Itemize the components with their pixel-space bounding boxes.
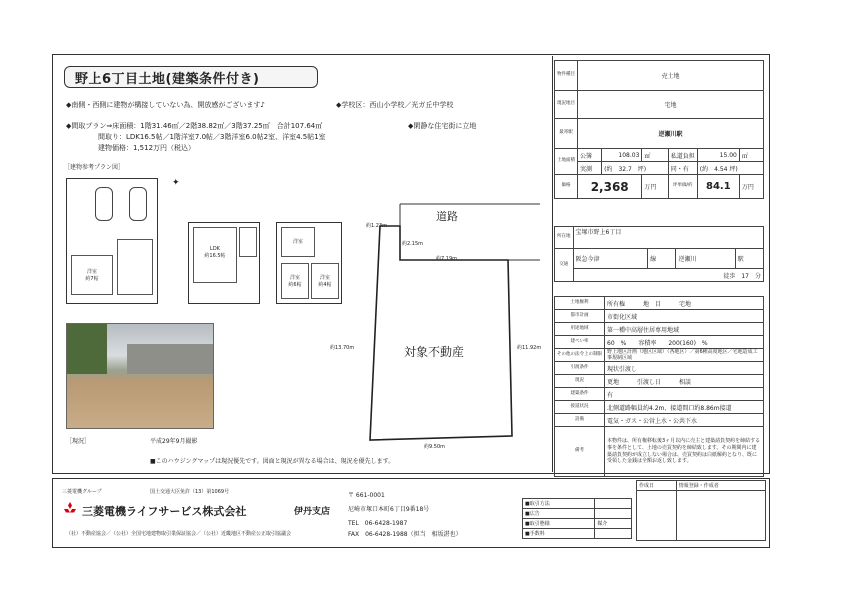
road-value: 15.00	[697, 149, 739, 162]
row-key-6: 現況	[555, 375, 605, 388]
author-label: 情報登録・作成者	[676, 481, 765, 491]
floorplan-2f	[188, 222, 260, 304]
dim-3: 約7.19m	[436, 256, 458, 262]
footer-license: 国土交通大臣免許（13）第1069号	[150, 489, 230, 495]
bullet-quiet: ◆閑静な住宅街に立地	[408, 122, 477, 130]
row-key-1: 都市計画	[555, 310, 605, 323]
bullet-school: ◆学校区：西山小学校／光ガ丘中学校	[336, 101, 454, 109]
row-key-8: 接道状況	[555, 401, 605, 414]
tsubo-price: 84.1	[697, 175, 739, 199]
dim-5: 約11.92m	[517, 345, 542, 351]
label-land-area: 土地面積	[555, 149, 578, 175]
site-photo	[66, 323, 214, 429]
row-val-3: 60 % 容積率 200(160) %	[605, 336, 764, 349]
dim-4: 約13.70m	[330, 345, 355, 351]
dim-1: 約1.23m	[366, 223, 388, 229]
area-label: 公簿	[578, 149, 602, 162]
label-address: 所在地	[555, 227, 574, 249]
station-name: 逆瀬川駅	[578, 119, 764, 149]
row-val-4: 野上地区計画（地区区域）（各地区）／第6種高度地区／宅地造成工事規制区域	[605, 349, 764, 362]
plot-label: 対象不動産	[404, 345, 465, 359]
area-unit: ㎡	[642, 149, 668, 162]
property-title: 野上6丁目土地(建築条件付き)	[64, 66, 318, 88]
floorplan-3f	[276, 222, 342, 304]
photo-date: 平成29年9月撮影	[150, 438, 198, 445]
area-tsubo: (約 32.7 坪)	[602, 162, 669, 175]
line: 阪急今津	[573, 249, 648, 269]
footer-assoc: （社）不動産協会／（公社）全国宅地建物取引業保証協会／（公社）近畿地区不動産公正取引協議会	[66, 531, 292, 537]
road-unit: ㎡	[739, 149, 763, 162]
line-unit: 線	[648, 249, 676, 269]
room-3f-western-c: 洋室 約4帖	[311, 263, 339, 299]
floorplan-1f	[66, 178, 158, 304]
tsubo-price-unit: 万円	[739, 175, 763, 199]
label-category: 現況地目	[555, 91, 578, 119]
ad-label: ■広告	[523, 509, 595, 519]
remarks: 本物件は、所有権移転後3ヶ月以内に売主と建築請負契約を締結する事を条件として、土地の売買契約を締結致します。その期間内に建築請負契約が成立しない場合は、売買契約は白紙解約となり、既に受領した金銭は全額お返し致します。	[605, 427, 764, 477]
trade-mode-label: ■取引態様	[523, 519, 595, 529]
row-key-4: その他の法令上の制限	[555, 349, 605, 362]
footer-address: 尼崎市塚口本町6丁目9番18号	[348, 506, 430, 513]
bullet-plan-price: 建物価格：1,512万円（税込）	[98, 144, 196, 152]
price-label: 価格	[555, 175, 578, 199]
footer-postal: 〒 661-0001	[348, 492, 385, 499]
row-val-1: 市街化区域	[605, 310, 764, 323]
wall	[127, 344, 214, 374]
photo-caption: ［現況］	[66, 438, 91, 445]
floorplan-caption: ［建物参考プラン図］	[64, 164, 125, 171]
trade-method-label: ■取引方法	[523, 499, 595, 509]
row-val-9: 電気・ガス・公営上水・公共下水	[605, 414, 764, 427]
remarks-label: 備考	[555, 427, 605, 477]
row-key-7: 建築条件	[555, 388, 605, 401]
dim-6: 約9.50m	[424, 444, 446, 450]
label-transport: 交通	[555, 249, 574, 282]
row-val-7: 有	[605, 388, 764, 401]
row-key-2: 用途地域	[555, 323, 605, 336]
bullet-plan-layout: 間取り：LDK16.5帖／1階洋室7.0帖／3階洋室6.0帖2室、洋室4.5帖1室	[98, 133, 326, 141]
row-key-0: 土地権利	[555, 297, 605, 310]
bullet-plan: ◆間取プラン⇒床面積：1階31.46㎡／2階38.82㎡／3階37.25㎡ 合計107.64㎡	[66, 122, 323, 130]
tsubo-price-label: 坪単価/約	[668, 175, 697, 199]
row-val-2: 第一種中高層住居専用地域	[605, 323, 764, 336]
row-key-9: 設備	[555, 414, 605, 427]
type-land: 売土地	[578, 61, 764, 91]
area-value: 108.03	[602, 149, 642, 162]
north-arrow-icon: ✦	[172, 178, 180, 188]
walk-time: 徒歩 17 分	[573, 269, 764, 282]
car-2-icon	[129, 187, 147, 221]
footer-branch: 伊丹支店	[294, 507, 331, 517]
footer-company: 三菱電機ライフサービス株式会社	[82, 505, 247, 518]
footer-tel: TEL 06-6428-1987	[348, 520, 408, 527]
trees	[67, 324, 107, 374]
survey-note: 同・有	[668, 162, 697, 175]
dim-2: 約2.15m	[402, 241, 424, 247]
label-type: 物件種目	[555, 61, 578, 91]
mitsubishi-logo-icon	[62, 502, 78, 516]
price-unit: 万円	[642, 175, 668, 199]
trade-info	[522, 498, 632, 539]
terms-label: ■手数料	[523, 529, 595, 539]
row-key-5: 引渡条件	[555, 362, 605, 375]
map-note: ■このハウジングマップは現況優先です。図面と現況が異なる場合は、現況を優先します。	[150, 458, 395, 465]
eki: 駅	[735, 249, 763, 269]
room-3f-western-a: 洋室	[281, 227, 315, 257]
address: 宝塚市野上6丁目	[573, 227, 764, 249]
room-1f-entrance	[117, 239, 153, 295]
conditions-table	[554, 296, 764, 477]
trade-mode: 媒介	[595, 519, 632, 529]
road-tsubo: (約 4.54 坪)	[697, 162, 763, 175]
room-ldk: LDK 約16.5帖	[193, 227, 237, 283]
room-3f-western-b: 洋室 約6帖	[281, 263, 309, 299]
summary-table	[554, 60, 764, 199]
footer-group: 三菱電機グループ	[62, 489, 102, 495]
created-info	[636, 480, 766, 541]
plot-map	[340, 196, 540, 452]
bullet-open-view: ◆南側・西側に建物が構接していない為、開放感がございます♪	[66, 101, 265, 109]
label-station: 最寄駅	[555, 119, 578, 149]
station-2: 逆瀬川	[676, 249, 735, 269]
price-value: 2,368	[578, 175, 642, 199]
column-divider	[552, 56, 553, 472]
row-val-6: 更地 引渡し日 相談	[605, 375, 764, 388]
car-1-icon	[95, 187, 113, 221]
row-val-8: 北側道路幅員約4.2m、接道間口約8.86m接道	[605, 401, 764, 414]
survey-label: 実測	[578, 162, 602, 175]
details-table	[554, 226, 764, 282]
room-1f-western: 洋室 約7帖	[71, 255, 113, 295]
row-key-3: 建ぺい率	[555, 336, 605, 349]
road-label: 私道負担	[668, 149, 697, 162]
type-residential: 宅地	[578, 91, 764, 119]
footer-fax: FAX 06-6428-1988（担当 相坂湛也）	[348, 531, 462, 538]
created-label: 作成日	[637, 481, 677, 491]
room-2f-kitchen	[239, 227, 257, 257]
road-label: 道路	[436, 210, 458, 223]
row-val-0: 所有権 地 目 宅地	[605, 297, 764, 310]
row-val-5: 現状引渡し	[605, 362, 764, 375]
